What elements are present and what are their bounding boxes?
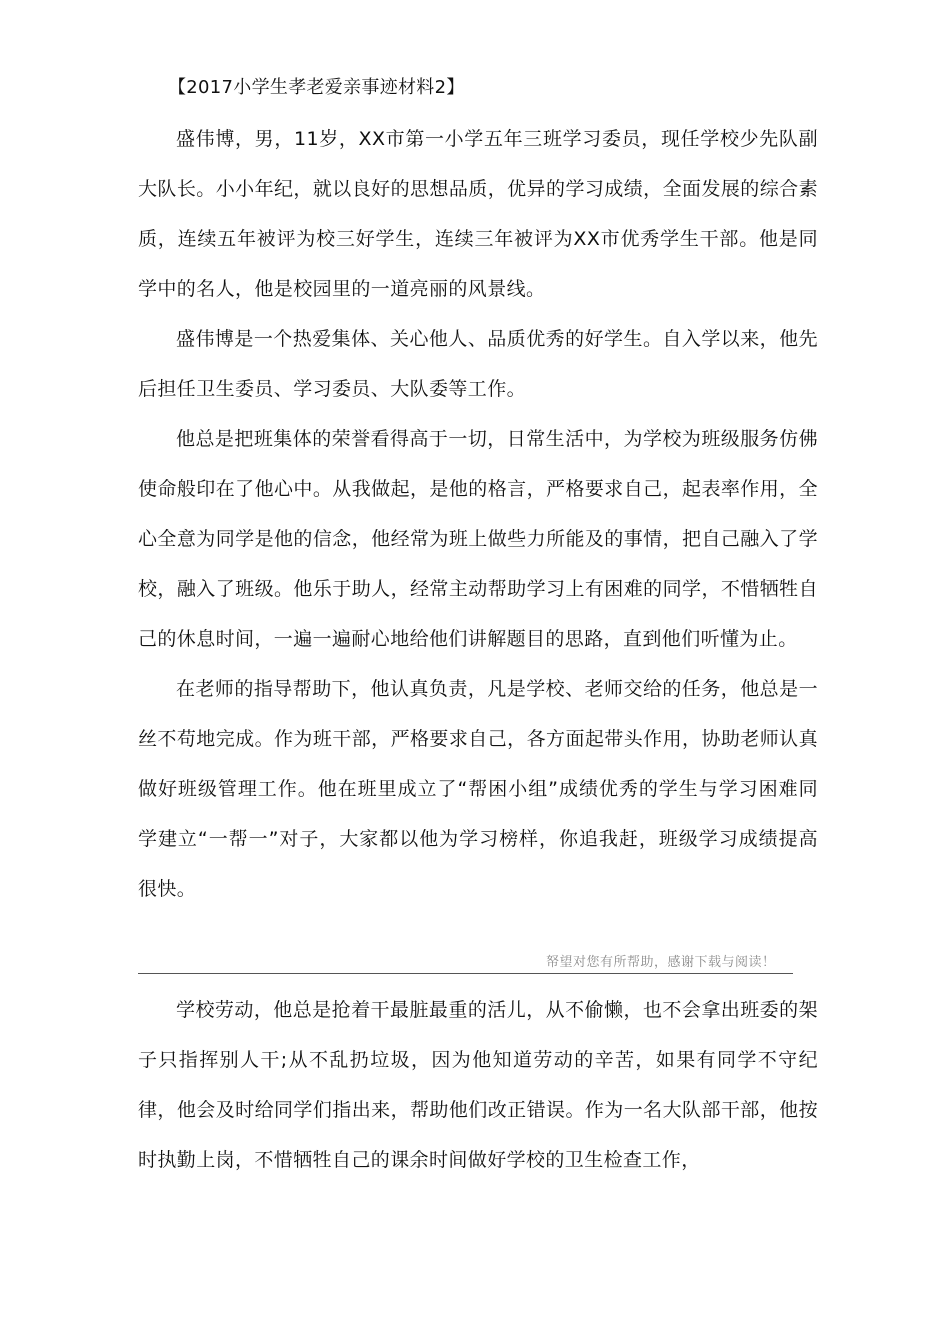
paragraph: 他总是把班集体的荣誉看得高于一切，日常生活中，为学校为班级服务仿佛使命般印在了他心中。从我做起，是他的格言，严格要求自己，起表率作用，全心全意为同学是他的信念，他经常为班上做些力所能及的事情，把自己融入了学校，融入了班级。他乐于助人，经常主动帮助学习上有困难的同学，不惜牺牲自己的休息时间，一遍一遍耐心地给他们讲解题目的思路，直到他们听懂为止。 (138, 428, 818, 650)
paragraph: 学校劳动，他总是抢着干最脏最重的活儿，从不偷懒，也不会拿出班委的架子只指挥别人干;从不乱扔垃圾，因为他知道劳动的辛苦，如果有同学不守纪律，他会及时给同学们指出来，帮助他们改正错误。作为一名大队部干部，他按时执勤上岗，不惜牺牲自己的课余时间做好学校的卫生检查工作， (138, 999, 818, 1171)
document-body-page-1 (138, 114, 818, 914)
paragraph: 盛伟博是一个热爱集体、关心他人、品质优秀的好学生。自入学以来，他先后担任卫生委员、学习委员、大队委等工作。 (138, 328, 818, 400)
document-body-page-2 (138, 985, 818, 1185)
paragraph: 盛伟博，男，11岁，XX市第一小学五年三班学习委员，现任学校少先队副大队长。小小年纪，就以良好的思想品质，优异的学习成绩，全面发展的综合素质，连续五年被评为校三好学生，连续三年被评为XX市优秀学生干部。他是同学中的名人，他是校园里的一道亮丽的风景线。 (138, 128, 818, 300)
document-title: 【2017小学生孝老爱亲事迹材料2】 (168, 77, 465, 98)
paragraph: 在老师的指导帮助下，他认真负责，凡是学校、老师交给的任务，他总是一丝不苟地完成。作为班干部，严格要求自己，各方面起带头作用，协助老师认真做好班级管理工作。他在班里成立了“帮困小组”成绩优秀的学生与学习困难同学建立“一帮一”对子，大家都以他为学习榜样，你追我赶，班级学习成绩提高很快。 (138, 678, 818, 900)
footer-note: 帑望对您有所帮助，感谢下载与阅读！ (546, 955, 776, 970)
footer-divider (138, 973, 793, 974)
